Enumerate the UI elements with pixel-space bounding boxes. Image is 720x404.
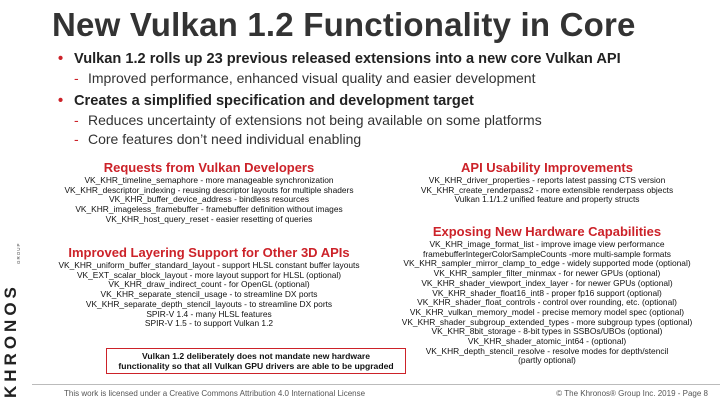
callout-box	[106, 348, 406, 374]
list-item: VK_KHR_imageless_framebuffer - framebuffer definition without images	[75, 204, 343, 215]
list-item: SPIR-V 1.4 - many HLSL features	[146, 308, 272, 319]
bullet-2-sub-1: - Reduces uncertainty of extensions not being available on some platforms	[58, 111, 708, 130]
khronos-logo	[3, 230, 21, 400]
list-item: (partly optional)	[518, 355, 576, 366]
list-item: VK_KHR_shader_viewport_index_layer - for newer GPUs (optional)	[421, 277, 673, 288]
section-usability	[382, 160, 712, 205]
list-item: VK_EXT_scalar_block_layout - more layout support for HLSL (optional)	[76, 269, 342, 280]
sidebar	[0, 0, 24, 404]
list-item: VK_KHR_uniform_buffer_standard_layout - support HLSL constant buffer layouts	[58, 260, 360, 270]
list-item: VK_KHR_sampler_mirror_clamp_to_edge - widely supported mode (optional)	[403, 258, 691, 269]
footer-license: This work is licensed under a Creative Commons Attribution 4.0 International License	[64, 389, 366, 398]
bullet-1: • Vulkan 1.2 rolls up 23 previous released extensions into a new core Vulkan API	[58, 50, 708, 69]
footer-divider	[32, 384, 720, 385]
list-item: VK_KHR_sampler_filter_minmax - for newer GPUs (optional)	[433, 268, 661, 279]
list-item: VK_KHR_shader_float16_int8 - proper fp16 support (optional)	[432, 287, 662, 298]
bullet-list	[58, 50, 708, 149]
section-title: Exposing New Hardware Capabilities	[432, 224, 662, 239]
section-title: Requests from Vulkan Developers	[103, 160, 315, 175]
section-layering	[44, 245, 374, 329]
list-item: VK_KHR_host_query_reset - easier resetting of queries	[105, 213, 313, 224]
list-item: VK_KHR_depth_stencil_resolve - resolve modes for depth/stencil	[425, 345, 669, 356]
list-item: Vulkan 1.1/1.2 unified feature and property structs	[454, 194, 640, 205]
bullet-2: • Creates a simplified specification and development target	[58, 92, 708, 111]
list-item: VK_KHR_separate_depth_stencil_layouts - to streamline DX ports	[85, 298, 333, 309]
callout-line-2: functionality so that all Vulkan GPU drivers are able to be upgraded	[118, 361, 394, 371]
list-item: VK_KHR_shader_float_controls - control over rounding, etc. (optional)	[417, 297, 677, 308]
logo-sub: GROUP	[16, 242, 21, 264]
list-item: VK_KHR_descriptor_indexing - reusing descriptor layouts for multiple shaders	[64, 184, 354, 195]
callout-line-1: Vulkan 1.2 deliberately does not mandate new hardware	[142, 351, 370, 361]
list-item: VK_KHR_separate_stencil_usage - to streamline DX ports	[100, 289, 318, 300]
section-hardware	[382, 224, 712, 366]
list-item: VK_KHR_buffer_device_address - bindless resources	[108, 194, 310, 205]
section-requests	[44, 160, 374, 225]
list-item: VK_KHR_8bit_storage - 8-bit types in SSBOs/UBOs (optional)	[431, 326, 663, 337]
list-item: VK_KHR_create_renderpass2 - more extensible renderpass objects	[420, 184, 674, 195]
list-item: SPIR-V 1.5 - to support Vulkan 1.2	[144, 318, 274, 329]
bullet-2-sub-2: - Core features don’t need individual enabling	[58, 130, 708, 149]
list-item: framebufferIntegerColorSampleCounts -more multi-sample formats	[423, 248, 671, 259]
bullet-1-sub-1: - Improved performance, enhanced visual quality and easier development	[58, 69, 708, 88]
slide-title: New Vulkan 1.2 Functionality in Core	[52, 6, 636, 43]
list-item: VK_KHR_vulkan_memory_model - precise memory model spec (optional)	[409, 306, 685, 317]
list-item: VK_KHR_driver_properties - reports latest passing CTS version	[428, 175, 666, 185]
list-item: VK_KHR_timeline_semaphore - more manageable synchronization	[84, 175, 334, 185]
footer-copyright: © The Khronos® Group Inc. 2019 - Page 8	[556, 389, 708, 398]
list-item: VK_KHR_shader_atomic_int64 - (optional)	[467, 336, 627, 347]
list-item: VK_KHR_shader_subgroup_extended_types - more subgroup types (optional)	[401, 316, 693, 327]
list-item: VK_KHR_image_format_list - improve image view performance	[429, 239, 665, 249]
section-title: Improved Layering Support for Other 3D APIs	[68, 245, 350, 260]
section-title: API Usability Improvements	[461, 160, 633, 175]
logo-text: KHRONOS	[1, 283, 20, 398]
list-item: VK_KHR_draw_indirect_count - for OpenGL (optional)	[108, 279, 310, 290]
